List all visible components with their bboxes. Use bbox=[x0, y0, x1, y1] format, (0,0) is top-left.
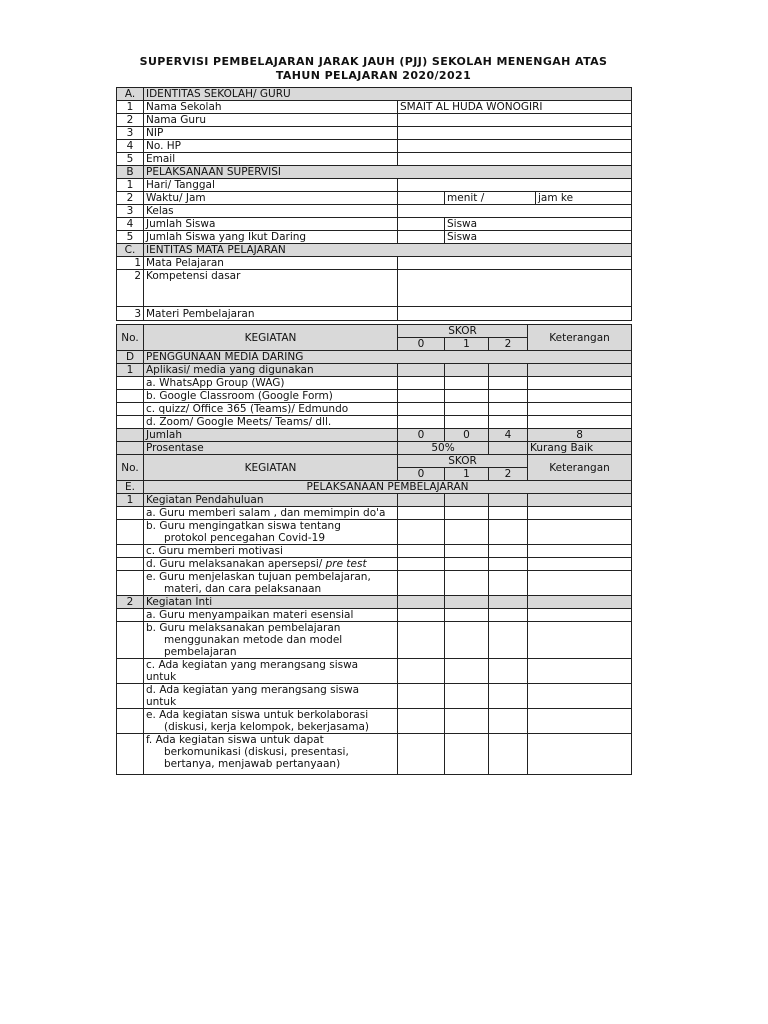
note-cell[interactable] bbox=[528, 416, 632, 429]
activity-row bbox=[117, 622, 632, 659]
activity-line: protokol pencegahan Covid-19 bbox=[164, 532, 325, 544]
activity-label bbox=[144, 659, 398, 684]
score-2-cell[interactable] bbox=[489, 684, 528, 709]
title-line-1: SUPERVISI PEMBELAJARAN JARAK JAUH (PJJ) SEKOLAH MENENGAH ATAS bbox=[139, 55, 608, 68]
score-1-header: 1 bbox=[445, 338, 489, 351]
student-count-field[interactable] bbox=[398, 218, 445, 231]
subject-row bbox=[117, 307, 632, 321]
activity-line: e. Guru menjelaskan tujuan pembelajaran, bbox=[146, 571, 371, 583]
row-no: 2 bbox=[117, 192, 144, 205]
activity-line: berkomunikasi (diskusi, presentasi, bbox=[164, 746, 349, 758]
note-cell[interactable] bbox=[528, 609, 632, 622]
score-0-cell[interactable] bbox=[398, 545, 445, 558]
row-no: 1 bbox=[117, 494, 144, 507]
supervision-row bbox=[117, 218, 632, 231]
score-1-cell[interactable] bbox=[445, 403, 489, 416]
row-label: Mata Pelajaran bbox=[144, 257, 398, 270]
section-label: IDENTITAS SEKOLAH/ GURU bbox=[144, 88, 632, 101]
score-1-cell[interactable] bbox=[445, 558, 489, 571]
row-label: Waktu/ Jam bbox=[144, 192, 398, 205]
media-item-row bbox=[117, 390, 632, 403]
identity-row bbox=[117, 140, 632, 153]
activity-row bbox=[117, 659, 632, 684]
row-no: 3 bbox=[117, 307, 144, 321]
score-2-cell[interactable] bbox=[489, 558, 528, 571]
col-note-header: Keterangan bbox=[528, 455, 632, 481]
section-label: PELAKSANAAN PEMBELAJARAN bbox=[144, 481, 632, 494]
row-label: Kegiatan Inti bbox=[144, 596, 398, 609]
note-cell[interactable] bbox=[528, 507, 632, 520]
score-0-cell[interactable] bbox=[398, 507, 445, 520]
activity-row bbox=[117, 709, 632, 734]
row-label: Kelas bbox=[144, 205, 398, 218]
note-cell[interactable] bbox=[528, 622, 632, 659]
title-line-2: TAHUN PELAJARAN 2020/2021 bbox=[275, 69, 472, 82]
minutes-label: menit / bbox=[445, 192, 536, 205]
subject-field[interactable] bbox=[398, 257, 632, 270]
score-0-cell[interactable] bbox=[398, 659, 445, 684]
score-0-cell[interactable] bbox=[398, 520, 445, 545]
score-2-cell[interactable] bbox=[489, 734, 528, 775]
col-activity-header: KEGIATAN bbox=[144, 455, 398, 481]
media-item-row bbox=[117, 416, 632, 429]
score-2-cell[interactable] bbox=[489, 377, 528, 390]
row-no: 5 bbox=[117, 231, 144, 244]
score-2-cell[interactable] bbox=[489, 571, 528, 596]
subject-row bbox=[117, 270, 632, 307]
identity-row bbox=[117, 101, 632, 114]
supervision-row bbox=[117, 192, 632, 205]
subject-row bbox=[117, 257, 632, 270]
subsection-row bbox=[117, 596, 632, 609]
material-field[interactable] bbox=[398, 307, 632, 321]
note-cell[interactable] bbox=[528, 659, 632, 684]
supervision-row bbox=[117, 205, 632, 218]
score-1-cell[interactable] bbox=[445, 507, 489, 520]
activity-line: b. Guru mengingatkan siswa tentang bbox=[146, 520, 341, 532]
student-unit-label: Siswa bbox=[445, 231, 632, 244]
row-label: NIP bbox=[144, 127, 398, 140]
activity-label: a. Guru memberi salam , dan memimpin do'a bbox=[144, 507, 398, 520]
row-no: 3 bbox=[117, 127, 144, 140]
row-no: 4 bbox=[117, 140, 144, 153]
score-1-cell[interactable] bbox=[445, 416, 489, 429]
score-0-cell[interactable] bbox=[398, 709, 445, 734]
score-0-cell[interactable] bbox=[398, 377, 445, 390]
nip-field[interactable] bbox=[398, 127, 632, 140]
score-2-cell[interactable] bbox=[489, 609, 528, 622]
score-2-cell[interactable] bbox=[489, 709, 528, 734]
activity-row bbox=[117, 520, 632, 545]
activity-row bbox=[117, 609, 632, 622]
score-0-cell[interactable] bbox=[398, 558, 445, 571]
media-item-label: a. WhatsApp Group (WAG) bbox=[144, 377, 398, 390]
section-code: D bbox=[117, 351, 144, 364]
activity-label bbox=[144, 709, 398, 734]
date-field[interactable] bbox=[398, 179, 632, 192]
score-2-cell[interactable] bbox=[489, 507, 528, 520]
percentage-label: Prosentase bbox=[144, 442, 398, 455]
activity-label bbox=[144, 622, 398, 659]
section-code: A. bbox=[117, 88, 144, 101]
section-label: PELAKSANAAN SUPERVISI bbox=[144, 166, 632, 179]
row-label: Kegiatan Pendahuluan bbox=[144, 494, 398, 507]
activity-row bbox=[117, 571, 632, 596]
media-item-label: d. Zoom/ Google Meets/ Teams/ dll. bbox=[144, 416, 398, 429]
score-0-header: 0 bbox=[398, 468, 445, 481]
media-item-label: c. quizz/ Office 365 (Teams)/ Edmundo bbox=[144, 403, 398, 416]
section-code: B bbox=[117, 166, 144, 179]
score-2-cell[interactable] bbox=[489, 390, 528, 403]
row-label: Nama Guru bbox=[144, 114, 398, 127]
section-label: IENTITAS MATA PELAJARAN bbox=[144, 244, 632, 257]
score-0-cell[interactable] bbox=[398, 571, 445, 596]
score-header-row bbox=[117, 325, 632, 338]
school-name-value: SMAIT AL HUDA WONOGIRI bbox=[398, 101, 632, 114]
row-no: 3 bbox=[117, 205, 144, 218]
total-score-2: 4 bbox=[489, 429, 528, 442]
score-1-cell[interactable] bbox=[445, 545, 489, 558]
score-1-cell[interactable] bbox=[445, 390, 489, 403]
total-score-1: 0 bbox=[445, 429, 489, 442]
percentage-value: 50% bbox=[398, 442, 489, 455]
section-code: E. bbox=[117, 481, 144, 494]
media-item-row bbox=[117, 403, 632, 416]
activity-label: c. Guru memberi motivasi bbox=[144, 545, 398, 558]
activity-line: b. Guru melaksanakan pembelajaran bbox=[146, 622, 341, 634]
section-d-header bbox=[117, 351, 632, 364]
note-cell[interactable] bbox=[528, 558, 632, 571]
activity-line-italic: pre test bbox=[325, 558, 367, 570]
competency-field[interactable] bbox=[398, 270, 632, 307]
score-1-cell[interactable] bbox=[445, 609, 489, 622]
media-item-row bbox=[117, 377, 632, 390]
row-no: 1 bbox=[117, 257, 144, 270]
note-cell[interactable] bbox=[528, 403, 632, 416]
row-label: Hari/ Tanggal bbox=[144, 179, 398, 192]
row-label: Kompetensi dasar bbox=[144, 270, 398, 307]
row-label: No. HP bbox=[144, 140, 398, 153]
activity-label bbox=[144, 684, 398, 709]
score-1-cell[interactable] bbox=[445, 571, 489, 596]
row-no: 2 bbox=[117, 270, 144, 307]
note-cell[interactable] bbox=[528, 684, 632, 709]
score-0-cell[interactable] bbox=[398, 416, 445, 429]
score-0-header: 0 bbox=[398, 338, 445, 351]
col-no-header: No. bbox=[117, 325, 144, 351]
activity-row bbox=[117, 507, 632, 520]
email-field[interactable] bbox=[398, 153, 632, 166]
score-1-cell[interactable] bbox=[445, 520, 489, 545]
activity-label: a. Guru menyampaikan materi esensial bbox=[144, 609, 398, 622]
row-no: 2 bbox=[117, 596, 144, 609]
section-b-header bbox=[117, 166, 632, 179]
total-label: Jumlah bbox=[144, 429, 398, 442]
note-cell[interactable] bbox=[528, 709, 632, 734]
note-cell[interactable] bbox=[528, 734, 632, 775]
row-no: 4 bbox=[117, 218, 144, 231]
assessment-table bbox=[116, 324, 632, 775]
row-no: 2 bbox=[117, 114, 144, 127]
activity-line: pembelajaran bbox=[164, 646, 237, 658]
activity-label bbox=[144, 558, 398, 571]
score-0-cell[interactable] bbox=[398, 684, 445, 709]
row-label: Nama Sekolah bbox=[144, 101, 398, 114]
row-label: Email bbox=[144, 153, 398, 166]
row-label: Jumlah Siswa yang Ikut Daring bbox=[144, 231, 398, 244]
activity-label bbox=[144, 734, 398, 775]
score-1-cell[interactable] bbox=[445, 709, 489, 734]
row-label: Jumlah Siswa bbox=[144, 218, 398, 231]
score-1-cell[interactable] bbox=[445, 659, 489, 684]
score-1-header: 1 bbox=[445, 468, 489, 481]
activity-row bbox=[117, 684, 632, 709]
online-student-count-field[interactable] bbox=[398, 231, 445, 244]
student-unit-label: Siswa bbox=[445, 218, 632, 231]
activity-line: menggunakan metode dan model bbox=[164, 634, 343, 646]
score-2-cell[interactable] bbox=[489, 545, 528, 558]
identity-row bbox=[117, 127, 632, 140]
media-item-label: b. Google Classroom (Google Form) bbox=[144, 390, 398, 403]
supervision-row bbox=[117, 179, 632, 192]
activity-line: materi, dan cara pelaksanaan bbox=[164, 583, 322, 595]
activity-line: e. Ada kegiatan siswa untuk berkolaborasi bbox=[146, 709, 369, 721]
section-a-header bbox=[117, 88, 632, 101]
score-2-cell[interactable] bbox=[489, 659, 528, 684]
activity-line: d. Ada kegiatan yang merangsang siswa bbox=[146, 684, 360, 696]
activity-line: bertanya, menjawab pertanyaan) bbox=[164, 758, 341, 770]
section-c-header bbox=[117, 244, 632, 257]
activity-line: (diskusi, kerja kelompok, bekerjasama) bbox=[164, 721, 370, 733]
teacher-name-field[interactable] bbox=[398, 114, 632, 127]
activity-row bbox=[117, 545, 632, 558]
col-no-header: No. bbox=[117, 455, 144, 481]
note-cell[interactable] bbox=[528, 520, 632, 545]
row-no: 1 bbox=[117, 101, 144, 114]
score-1-cell[interactable] bbox=[445, 684, 489, 709]
total-score-0: 0 bbox=[398, 429, 445, 442]
total-sum: 8 bbox=[528, 429, 632, 442]
row-no: 5 bbox=[117, 153, 144, 166]
row-no: 1 bbox=[117, 364, 144, 377]
identity-row bbox=[117, 114, 632, 127]
subsection-row bbox=[117, 364, 632, 377]
score-1-cell[interactable] bbox=[445, 622, 489, 659]
score-1-cell[interactable] bbox=[445, 734, 489, 775]
row-label: Materi Pembelajaran bbox=[144, 307, 398, 321]
activity-line: untuk bbox=[146, 671, 177, 683]
hour-label: jam ke bbox=[536, 192, 632, 205]
score-1-cell[interactable] bbox=[445, 377, 489, 390]
document-title bbox=[116, 55, 631, 83]
activity-label bbox=[144, 571, 398, 596]
activity-line: f. Ada kegiatan siswa untuk dapat bbox=[146, 734, 324, 746]
note-cell[interactable] bbox=[528, 390, 632, 403]
score-0-cell[interactable] bbox=[398, 622, 445, 659]
total-row bbox=[117, 429, 632, 442]
activity-row bbox=[117, 734, 632, 775]
class-field[interactable] bbox=[398, 205, 632, 218]
score-0-cell[interactable] bbox=[398, 390, 445, 403]
activity-line: untuk bbox=[146, 696, 177, 708]
row-no: 1 bbox=[117, 179, 144, 192]
score-0-cell[interactable] bbox=[398, 403, 445, 416]
rating-value: Kurang Baik bbox=[528, 442, 632, 455]
minutes-field[interactable] bbox=[398, 192, 445, 205]
score-2-header: 2 bbox=[489, 338, 528, 351]
score-2-cell[interactable] bbox=[489, 520, 528, 545]
score-0-cell[interactable] bbox=[398, 609, 445, 622]
subsection-row bbox=[117, 494, 632, 507]
percentage-row bbox=[117, 442, 632, 455]
note-cell[interactable] bbox=[528, 545, 632, 558]
supervision-row bbox=[117, 231, 632, 244]
col-activity-header: KEGIATAN bbox=[144, 325, 398, 351]
col-note-header: Keterangan bbox=[528, 325, 632, 351]
score-header-row bbox=[117, 455, 632, 468]
identity-table bbox=[116, 87, 632, 321]
col-score-header: SKOR bbox=[398, 325, 528, 338]
section-label: PENGGUNAAN MEDIA DARING bbox=[144, 351, 632, 364]
note-cell[interactable] bbox=[528, 377, 632, 390]
phone-field[interactable] bbox=[398, 140, 632, 153]
score-2-cell[interactable] bbox=[489, 403, 528, 416]
activity-label bbox=[144, 520, 398, 545]
section-code: C. bbox=[117, 244, 144, 257]
identity-row bbox=[117, 153, 632, 166]
section-e-header bbox=[117, 481, 632, 494]
score-2-header: 2 bbox=[489, 468, 528, 481]
score-2-cell[interactable] bbox=[489, 416, 528, 429]
activity-line: c. Ada kegiatan yang merangsang siswa bbox=[146, 659, 359, 671]
activity-line: d. Guru melaksanakan apersepsi/ bbox=[146, 558, 326, 570]
activity-row bbox=[117, 558, 632, 571]
score-2-cell[interactable] bbox=[489, 622, 528, 659]
score-0-cell[interactable] bbox=[398, 734, 445, 775]
note-cell[interactable] bbox=[528, 571, 632, 596]
row-label: Aplikasi/ media yang digunakan bbox=[144, 364, 398, 377]
col-score-header: SKOR bbox=[398, 455, 528, 468]
